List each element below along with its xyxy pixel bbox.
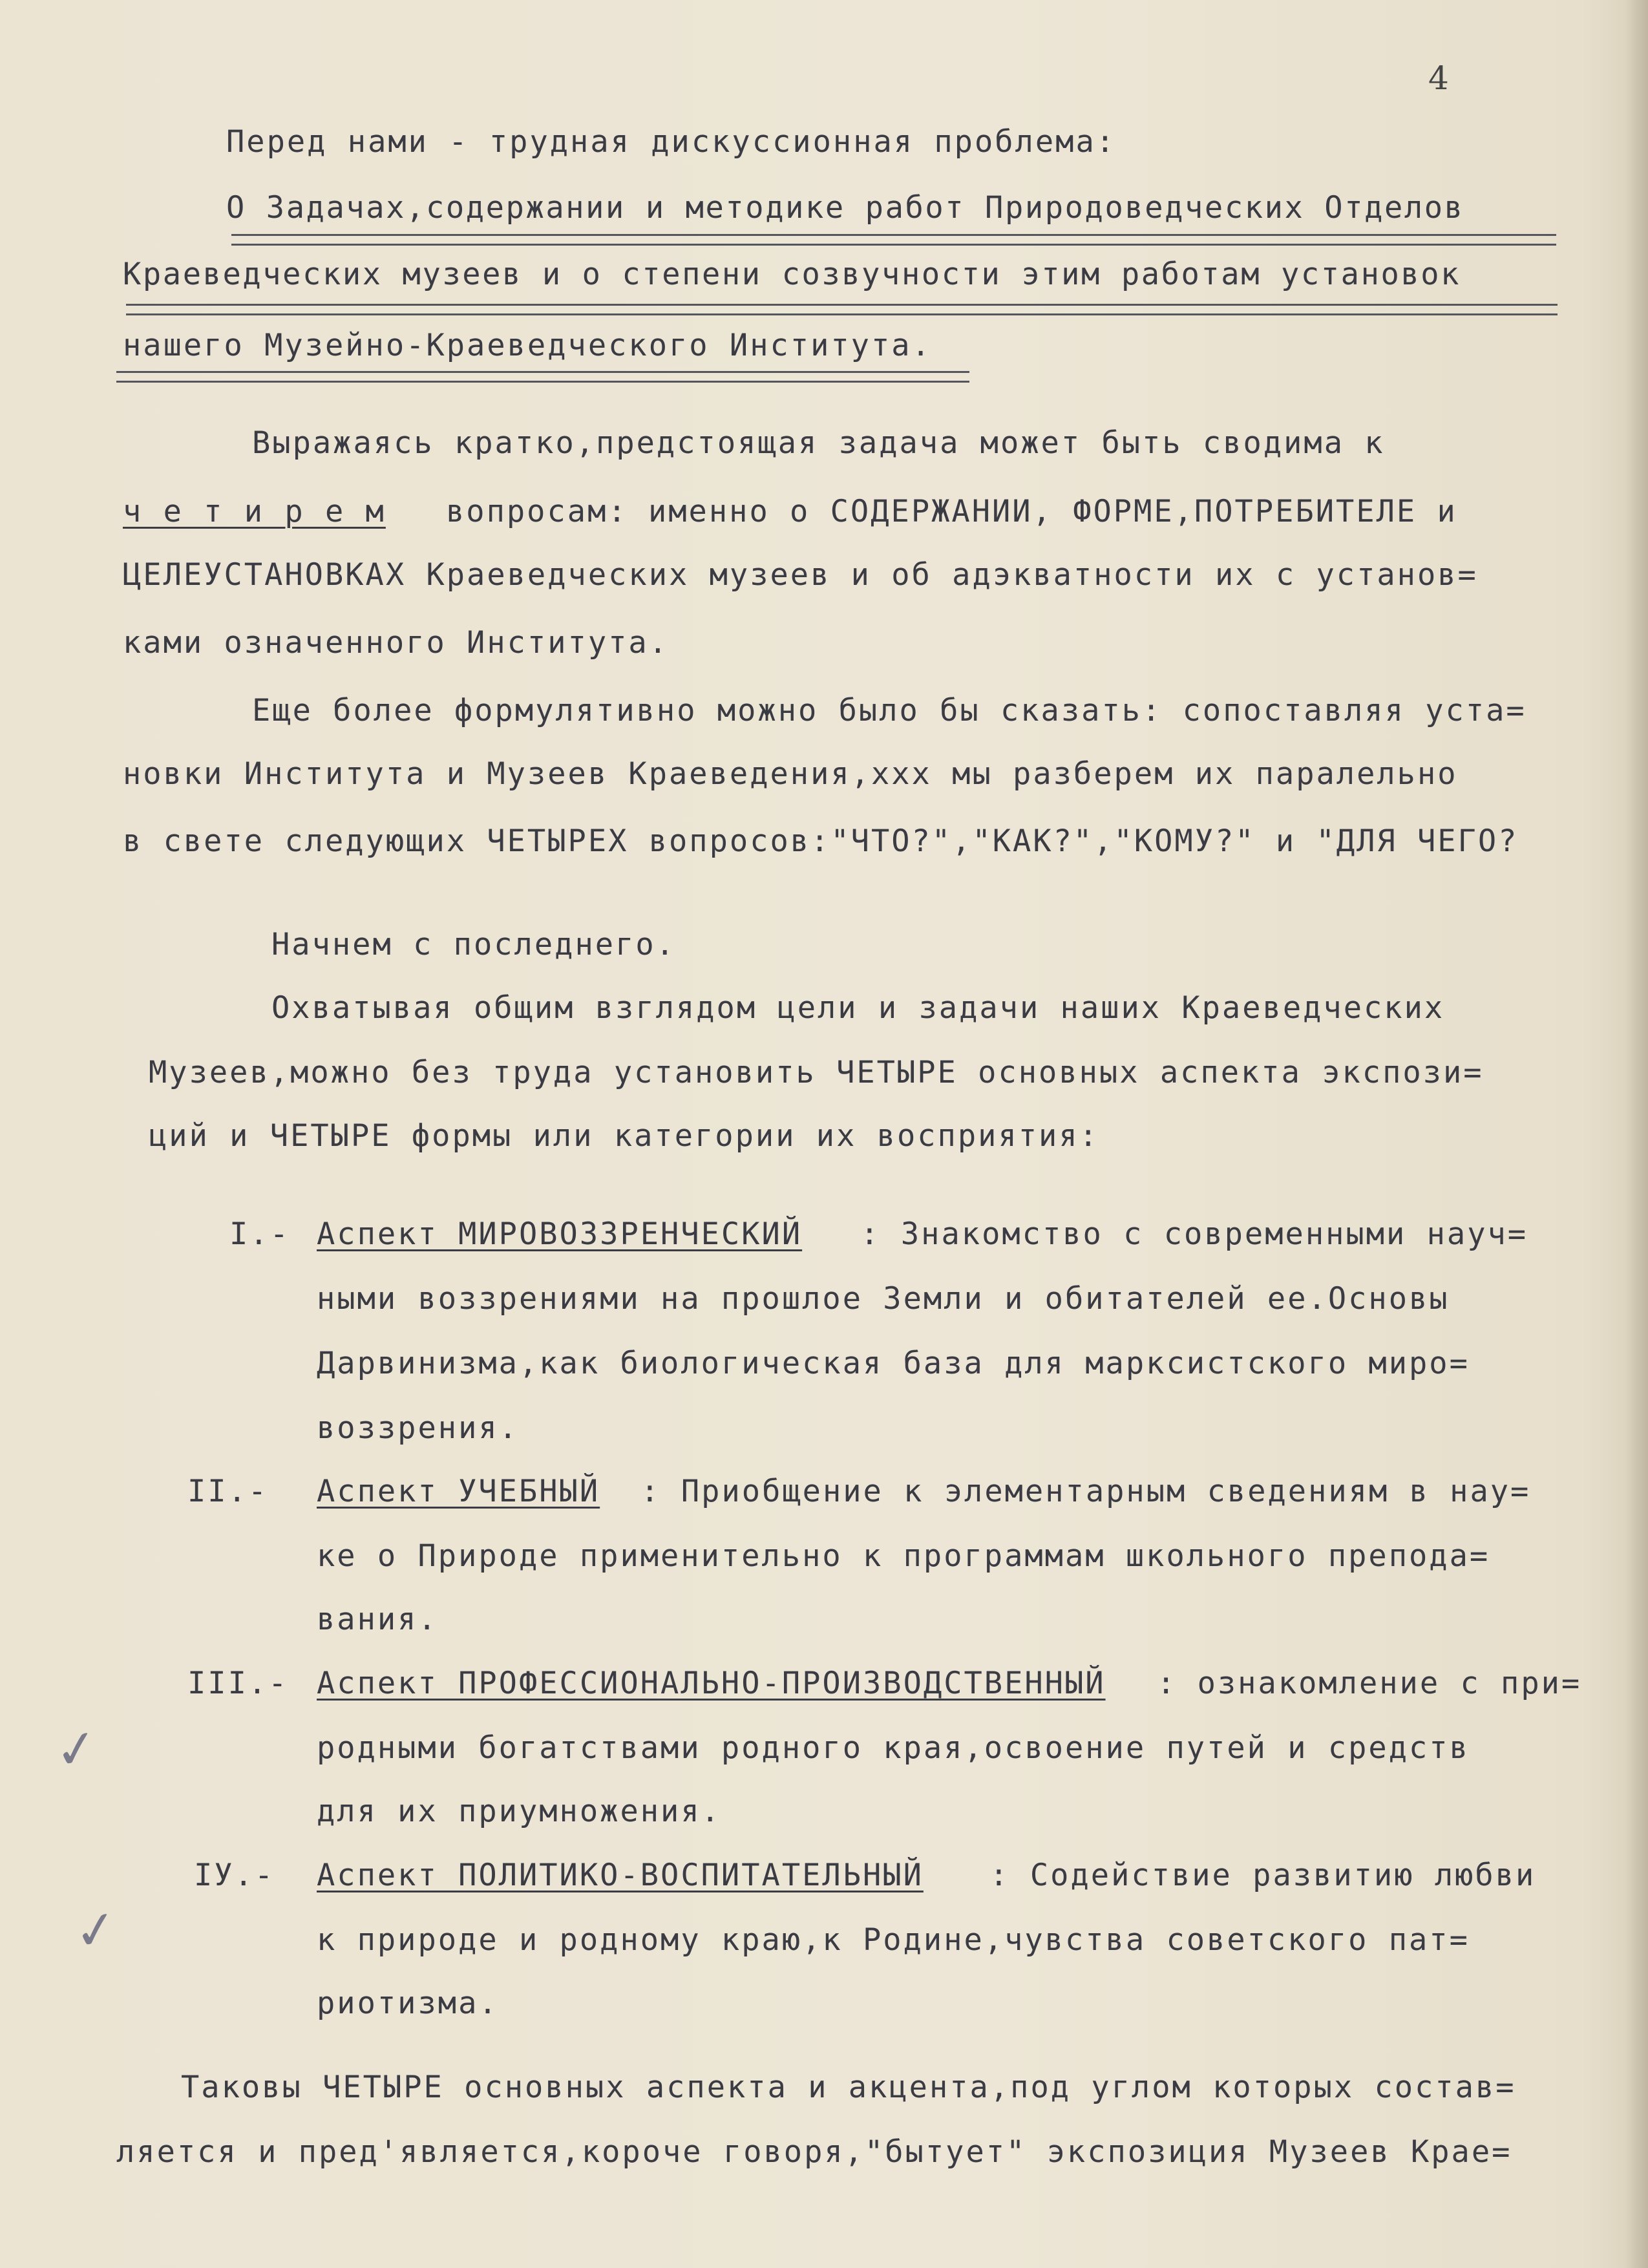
p3-line: Начнем с последнего. [271,927,676,962]
aspect-4-cont-2: риотизма. [317,1986,499,2021]
aspect-1-cont-2: Дарвинизма,как биологическая база для марксистского миро= [317,1346,1470,1381]
aspect-1-cont-3: воззрения. [317,1410,519,1446]
intro-line: Перед нами - трудная дискуссионная проблема: [226,124,1117,160]
page-number: 4 [1428,59,1449,97]
aspect-2-cont-1: ке о Природе применительно к программам школьного препода= [317,1538,1490,1574]
title-line-1: О Задачах,содержании и методике работ Природоведческих Отделов [226,190,1464,226]
p1-line-2: вопросам: именно о СОДЕРЖАНИИ, ФОРМЕ,ПОТРЕБИТЕЛЕ и [446,494,1457,529]
aspect-1-label: Аспект МИРОВОЗЗРЕНЧЕСКИЙ [317,1216,803,1252]
aspect-3-cont-1: родными богатствами родного края,освоение путей и средств [317,1730,1470,1766]
page-edge-shadow [1625,0,1648,2268]
margin-check-icon: ✓ [70,1897,122,1964]
p1-line-1: Выражаясь кратко,предстоящая задача может быть сводима к [252,425,1385,461]
double-underline-2 [126,304,1558,315]
aspect-2-num: II.- [187,1474,269,1509]
closing-line-2: ляется и пред'является,короче говоря,"бытует" экспозиция Музеев Крае= [116,2134,1512,2170]
aspect-1-text: : Знакомство с современными науч= [840,1216,1528,1252]
aspect-3-text: : ознакомление с при= [1157,1666,1582,1701]
aspect-4-num: IУ.- [194,1858,275,1893]
aspect-4-label: Аспект ПОЛИТИКО-ВОСПИТАТЕЛЬНЫЙ [317,1858,924,1893]
p4-line-2: Музеев,можно без труда установить ЧЕТЫРЕ основных аспекта экспози= [149,1055,1484,1090]
aspect-2-text: : Приобщение к элементарным сведениям в нау= [620,1474,1531,1509]
closing-line-1: Таковы ЧЕТЫРЕ основных аспекта и акцента,под углом которых состав= [181,2070,1516,2105]
margin-check-icon: ✓ [50,1716,103,1783]
p2-line-3: в свете следующих ЧЕТЫРЕХ вопросов:"ЧТО?","КАК?","КОМУ?" и "ДЛЯ ЧЕГО? [123,823,1519,859]
aspect-3-label: Аспект ПРОФЕССИОНАЛЬНО-ПРОИЗВОДСТВЕННЫЙ [317,1666,1106,1701]
aspect-4-text: : Содействие развитию любви [969,1858,1536,1893]
p1-line-3: ЦЕЛЕУСТАНОВКАХ Краеведческих музеев и об адэкватности их с установ= [123,557,1478,593]
p1-spaced-word: ч е т и р е м [123,494,386,529]
aspect-3-cont-2: для их приумножения. [317,1794,721,1829]
title-line-3: нашего Музейно-Краеведческого Института. [123,328,932,363]
aspect-1-cont-1: ными воззрениями на прошлое Земли и обитателей ее.Основы [317,1281,1450,1317]
aspect-3-num: III.- [187,1666,289,1701]
p4-line-3: ций и ЧЕТЫРЕ формы или категории их восприятия: [149,1118,1099,1154]
p4-line-1: Охватывая общим взглядом цели и задачи наших Краеведческих [271,990,1445,1026]
aspect-1-num: I.- [229,1216,290,1252]
aspect-2-cont-2: вания. [317,1602,438,1637]
double-underline-3 [116,371,969,383]
p2-line-1: Еще более формулятивно можно было бы сказать: сопоставляя уста= [252,693,1527,728]
double-underline-1 [231,234,1556,246]
aspect-2-label: Аспект УЧЕБНЫЙ [317,1474,600,1509]
aspect-4-cont-1: к природе и родному краю,к Родине,чувства советского пат= [317,1922,1470,1958]
p2-line-2: новки Института и Музеев Краеведения,ххх мы разберем их паралельно [123,756,1458,792]
p1-line-4: ками означенного Института. [123,625,670,661]
title-line-2: Краеведческих музеев и о степени созвучности этим работам установок [123,257,1461,292]
